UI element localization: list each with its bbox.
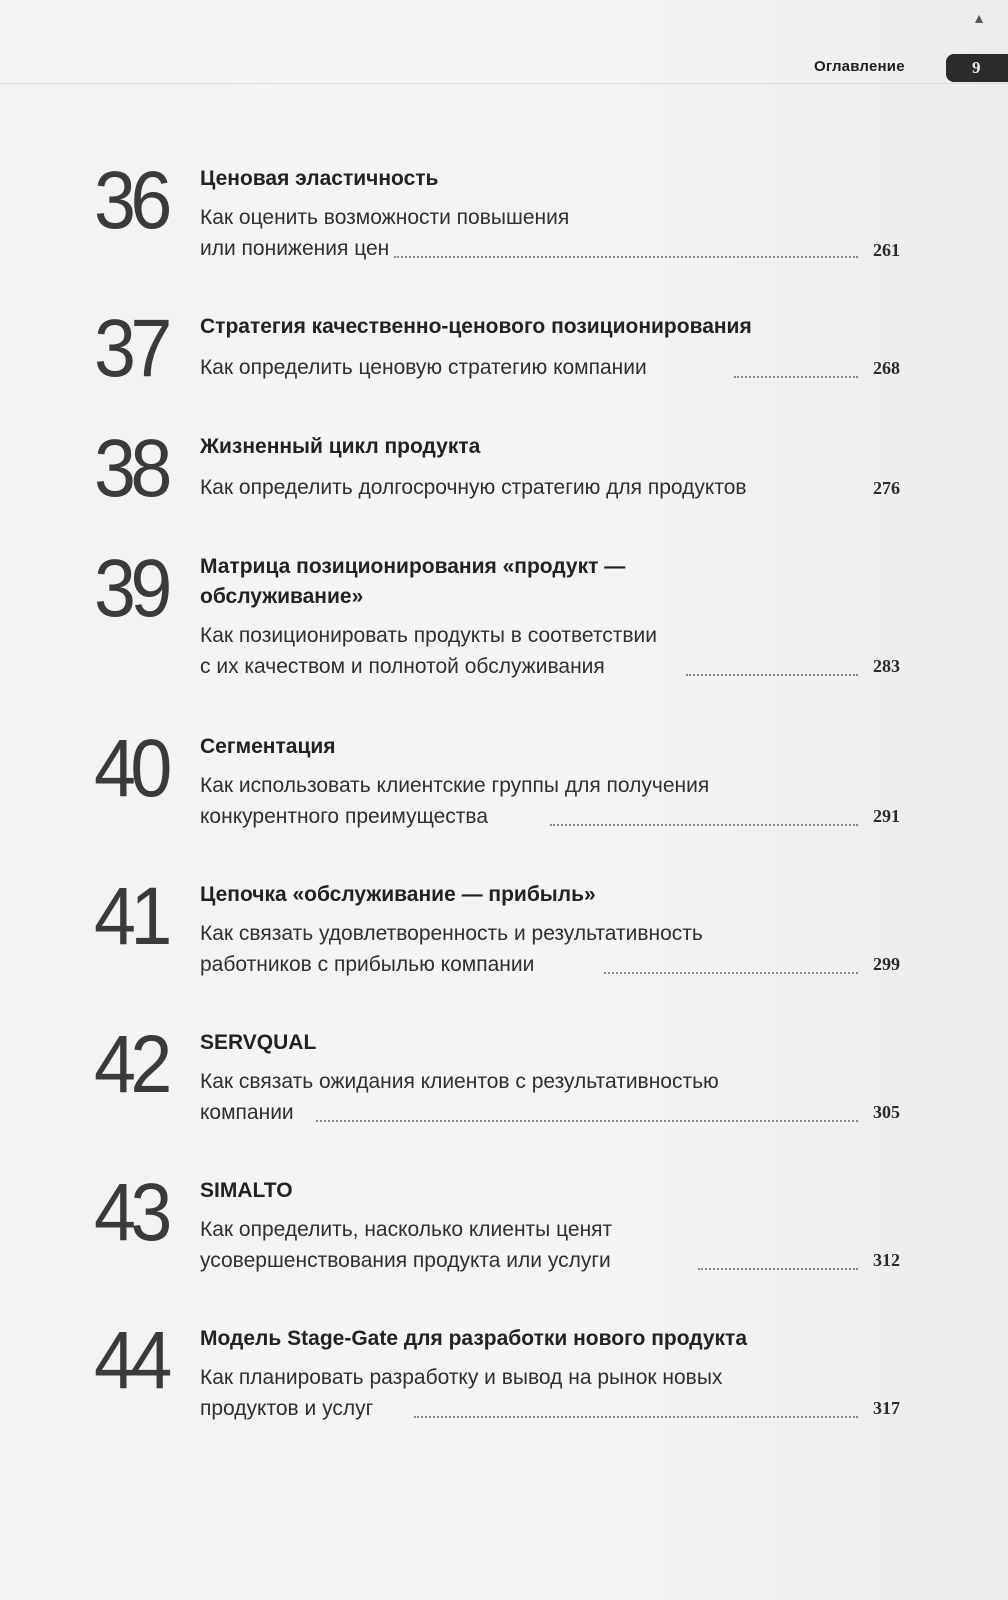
- dot-leader: [414, 1416, 858, 1418]
- dot-leader: [604, 972, 858, 974]
- chapter-description-line: продуктов и услуг: [200, 1397, 374, 1420]
- chapter-description-line: Как связать ожидания клиентов с результативностью: [200, 1070, 719, 1093]
- dot-leader: [686, 674, 858, 676]
- corner-mark-icon: ▴: [975, 10, 984, 27]
- dot-leader: [734, 376, 858, 378]
- chapter-description-line: Как использовать клиентские группы для получения: [200, 774, 710, 797]
- chapter-description-line: или понижения цен: [200, 237, 390, 260]
- chapter-description-line: Как определить, насколько клиенты ценят: [200, 1218, 613, 1241]
- chapter-title: Модель Stage-Gate для разработки нового продукта: [200, 1327, 748, 1350]
- page-ref: 305: [873, 1102, 900, 1122]
- chapter-number: 42: [94, 1019, 167, 1110]
- chapter-number: 43: [94, 1167, 167, 1258]
- chapter-title: Цепочка «обслуживание — прибыль»: [200, 883, 596, 906]
- dot-leader: [394, 256, 858, 258]
- page-number-tab: [946, 54, 1008, 82]
- chapter-number: 44: [94, 1315, 167, 1406]
- chapter-description-line: работников с прибылью компании: [200, 953, 535, 976]
- chapter-number: 38: [94, 423, 167, 514]
- chapter-description-line: с их качеством и полнотой обслуживания: [200, 655, 605, 678]
- chapter-number: 40: [94, 723, 167, 814]
- header-rule: [0, 83, 1008, 84]
- chapter-title: Стратегия качественно-ценового позиционирования: [200, 315, 752, 338]
- chapter-title: Жизненный цикл продукта: [200, 435, 481, 458]
- page-ref: 312: [873, 1250, 900, 1270]
- chapter-description-line: Как позиционировать продукты в соответствии: [200, 624, 658, 647]
- dot-leader: [316, 1120, 858, 1122]
- chapter-description-line: Как связать удовлетворенность и результативность: [200, 922, 703, 945]
- chapter-title: Матрица позиционирования «продукт — обслуживание»: [200, 555, 626, 608]
- chapter-description-line: Как определить ценовую стратегию компании: [200, 356, 647, 379]
- dot-leader: [550, 824, 858, 826]
- page-ref: 317: [873, 1398, 900, 1418]
- running-head: Оглавление: [814, 58, 905, 75]
- chapter-description-line: компании: [200, 1101, 294, 1124]
- page-ref: 268: [873, 358, 900, 378]
- page-ref: 283: [873, 656, 900, 676]
- chapter-title: Сегментация: [200, 735, 336, 758]
- chapter-description-line: усовершенствования продукта или услуги: [200, 1249, 611, 1272]
- page-number: 9: [972, 58, 981, 77]
- page-ref: 299: [873, 954, 900, 974]
- chapter-description-line: конкурентного преимущества: [200, 805, 489, 828]
- chapter-description-line: Как оценить возможности повышения: [200, 206, 570, 229]
- page-ref: 276: [873, 478, 900, 498]
- chapter-number: 39: [94, 543, 167, 634]
- page-ref: 291: [873, 806, 900, 826]
- chapter-number: 41: [94, 871, 167, 962]
- chapter-title: Ценовая эластичность: [200, 167, 439, 190]
- chapter-description-line: Как определить долгосрочную стратегию для продуктов: [200, 476, 747, 499]
- dot-leader: [698, 1268, 858, 1270]
- chapter-description-line: Как планировать разработку и вывод на рынок новых: [200, 1366, 723, 1389]
- chapter-number: 36: [94, 155, 167, 246]
- chapter-title: SERVQUAL: [200, 1031, 317, 1054]
- page-ref: 261: [873, 240, 900, 260]
- chapter-number: 37: [94, 303, 167, 394]
- chapter-title: SIMALTO: [200, 1179, 293, 1202]
